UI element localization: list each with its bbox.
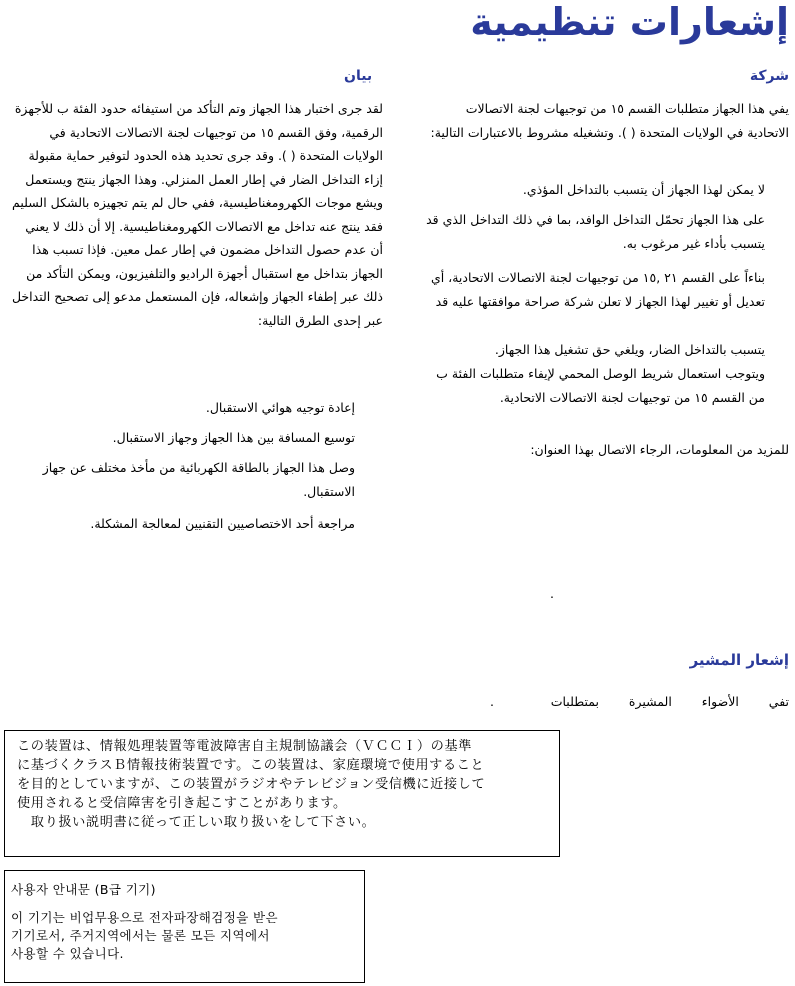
- statement-item-2: توسيع المسافة بين هذا الجهاز وجهاز الاستقبال.: [112, 430, 355, 445]
- korea-line-3: 사용할 수 있습니다.: [11, 946, 124, 961]
- vcci-line-4: 使用されると受信障害を引き起こすことがあります。: [17, 796, 347, 811]
- vcci-line-1: この装置は、情報処理装置等電波障害自主規制協議会（ＶＣＣＩ）の基準: [17, 739, 472, 754]
- statement-item-3: وصل هذا الجهاز بالطاقة الكهربائية من مأخذ مختلف عن جهاز الاستقبال.: [42, 460, 355, 499]
- statement-item-1: إعادة توجيه هوائي الاستقبال.: [205, 400, 355, 415]
- page-title: إشعارات تنظيمية: [470, 0, 789, 44]
- company-item-3: بناءاً على القسم ٢١ ,١٥ من توجيهات لجنة الاتصالات الاتحادية، أي تعديل أو تغيير لهذا الجهاز لا تعلن شركة صراحة موافقتها عليه قد: [430, 270, 765, 309]
- company-item-1: لا يمكن لهذا الجهاز أن يتسبب بالتداخل المؤذي.: [522, 182, 765, 197]
- indicator-dot: .: [490, 694, 494, 709]
- indicator-heading: إشعار المشير: [689, 651, 789, 669]
- statement-item-4: مراجعة أحد الاختصاصيين التقنيين لمعالجة المشكلة.: [90, 516, 355, 531]
- vcci-line-3: を目的としていますが、この装置がラジオやテレビジョン受信機に近接して: [17, 777, 486, 792]
- company-item-4: يتسبب بالتداخل الضار، ويلغي حق تشغيل هذا الجهاز.: [494, 342, 765, 357]
- korea-notice-box: [4, 870, 365, 983]
- vcci-line-5: 取り扱い説明書に従って正しい取り扱いをして下さい。: [17, 815, 376, 830]
- company-heading: شركة: [749, 68, 789, 84]
- indicator-text: تفي الأضواء المشيرة بمتطلبات: [550, 694, 789, 709]
- vcci-line-2: に基づくクラスＢ情報技術装置です。この装置は、家庭環境で使用すること: [17, 758, 485, 773]
- statement-heading: بيان: [344, 68, 373, 84]
- company-dot: .: [550, 586, 554, 601]
- vcci-notice-box: [4, 730, 560, 857]
- company-item-2: على هذا الجهاز تحمّل التداخل الوافد، بما في ذلك التداخل الذي قد يتسبب بأداء غير مرغوب به.: [426, 212, 765, 251]
- company-intro: يفي هذا الجهاز متطلبات القسم ١٥ من توجيهات لجنة الاتصالات الاتحادية في الولايات المتحدة ( ). وتشغيله مشروط بالاعتبارات التالية:: [430, 101, 789, 140]
- korea-notice-title: 사용자 안내문 (B급 기기): [11, 882, 156, 897]
- company-item-5: ويتوجب استعمال شريط الوصل المحمي لإيفاء متطلبات الفئة ب من القسم ١٥ من توجيهات لجنة الاتصالات الاتحادية.: [436, 366, 765, 405]
- korea-line-2: 기기로서, 주거지역에서는 물론 모든 지역에서: [11, 928, 270, 943]
- korea-line-1: 이 기기는 비업무용으로 전자파장해검정을 받은: [11, 910, 278, 925]
- company-contact: للمزيد من المعلومات، الرجاء الاتصال بهذا العنوان:: [530, 442, 789, 457]
- statement-body: لقد جرى اختبار هذا الجهاز وتم التأكد من استيفائه حدود الفئة ب للأجهزة الرقمية، وفق القسم ١٥ من توجيهات لجنة الاتصالات الاتحادية في الولايات المتحدة ( ). وقد جرى تحديد هذه الحدود لتوفير حماية مقبولة إزاء التداخل الضار في إطار العمل المنزلي. وهذا الجهاز ينتج ويستعمل ويشع موجات الكهرومغناطيسية، ففي حال لم يتم تجهيزه بالشكل السليم فقد ينتج عنه تداخل مع الاتصالات الكهرومغناطيسية. إلا أن ذلك لا يعني أن عدم حصول التداخل مضمون في إطار عمل معين. فإذا تسبب هذا الجهاز بتداخل مع استقبال أجهزة الراديو والتلفيزيون، ويمكن التأكد من ذلك عبر إطفاء الجهاز وإشعاله، فإن المستعمل مدعو إلى تصحيح التداخل عبر إحدى الطرق التالية:: [11, 101, 383, 328]
